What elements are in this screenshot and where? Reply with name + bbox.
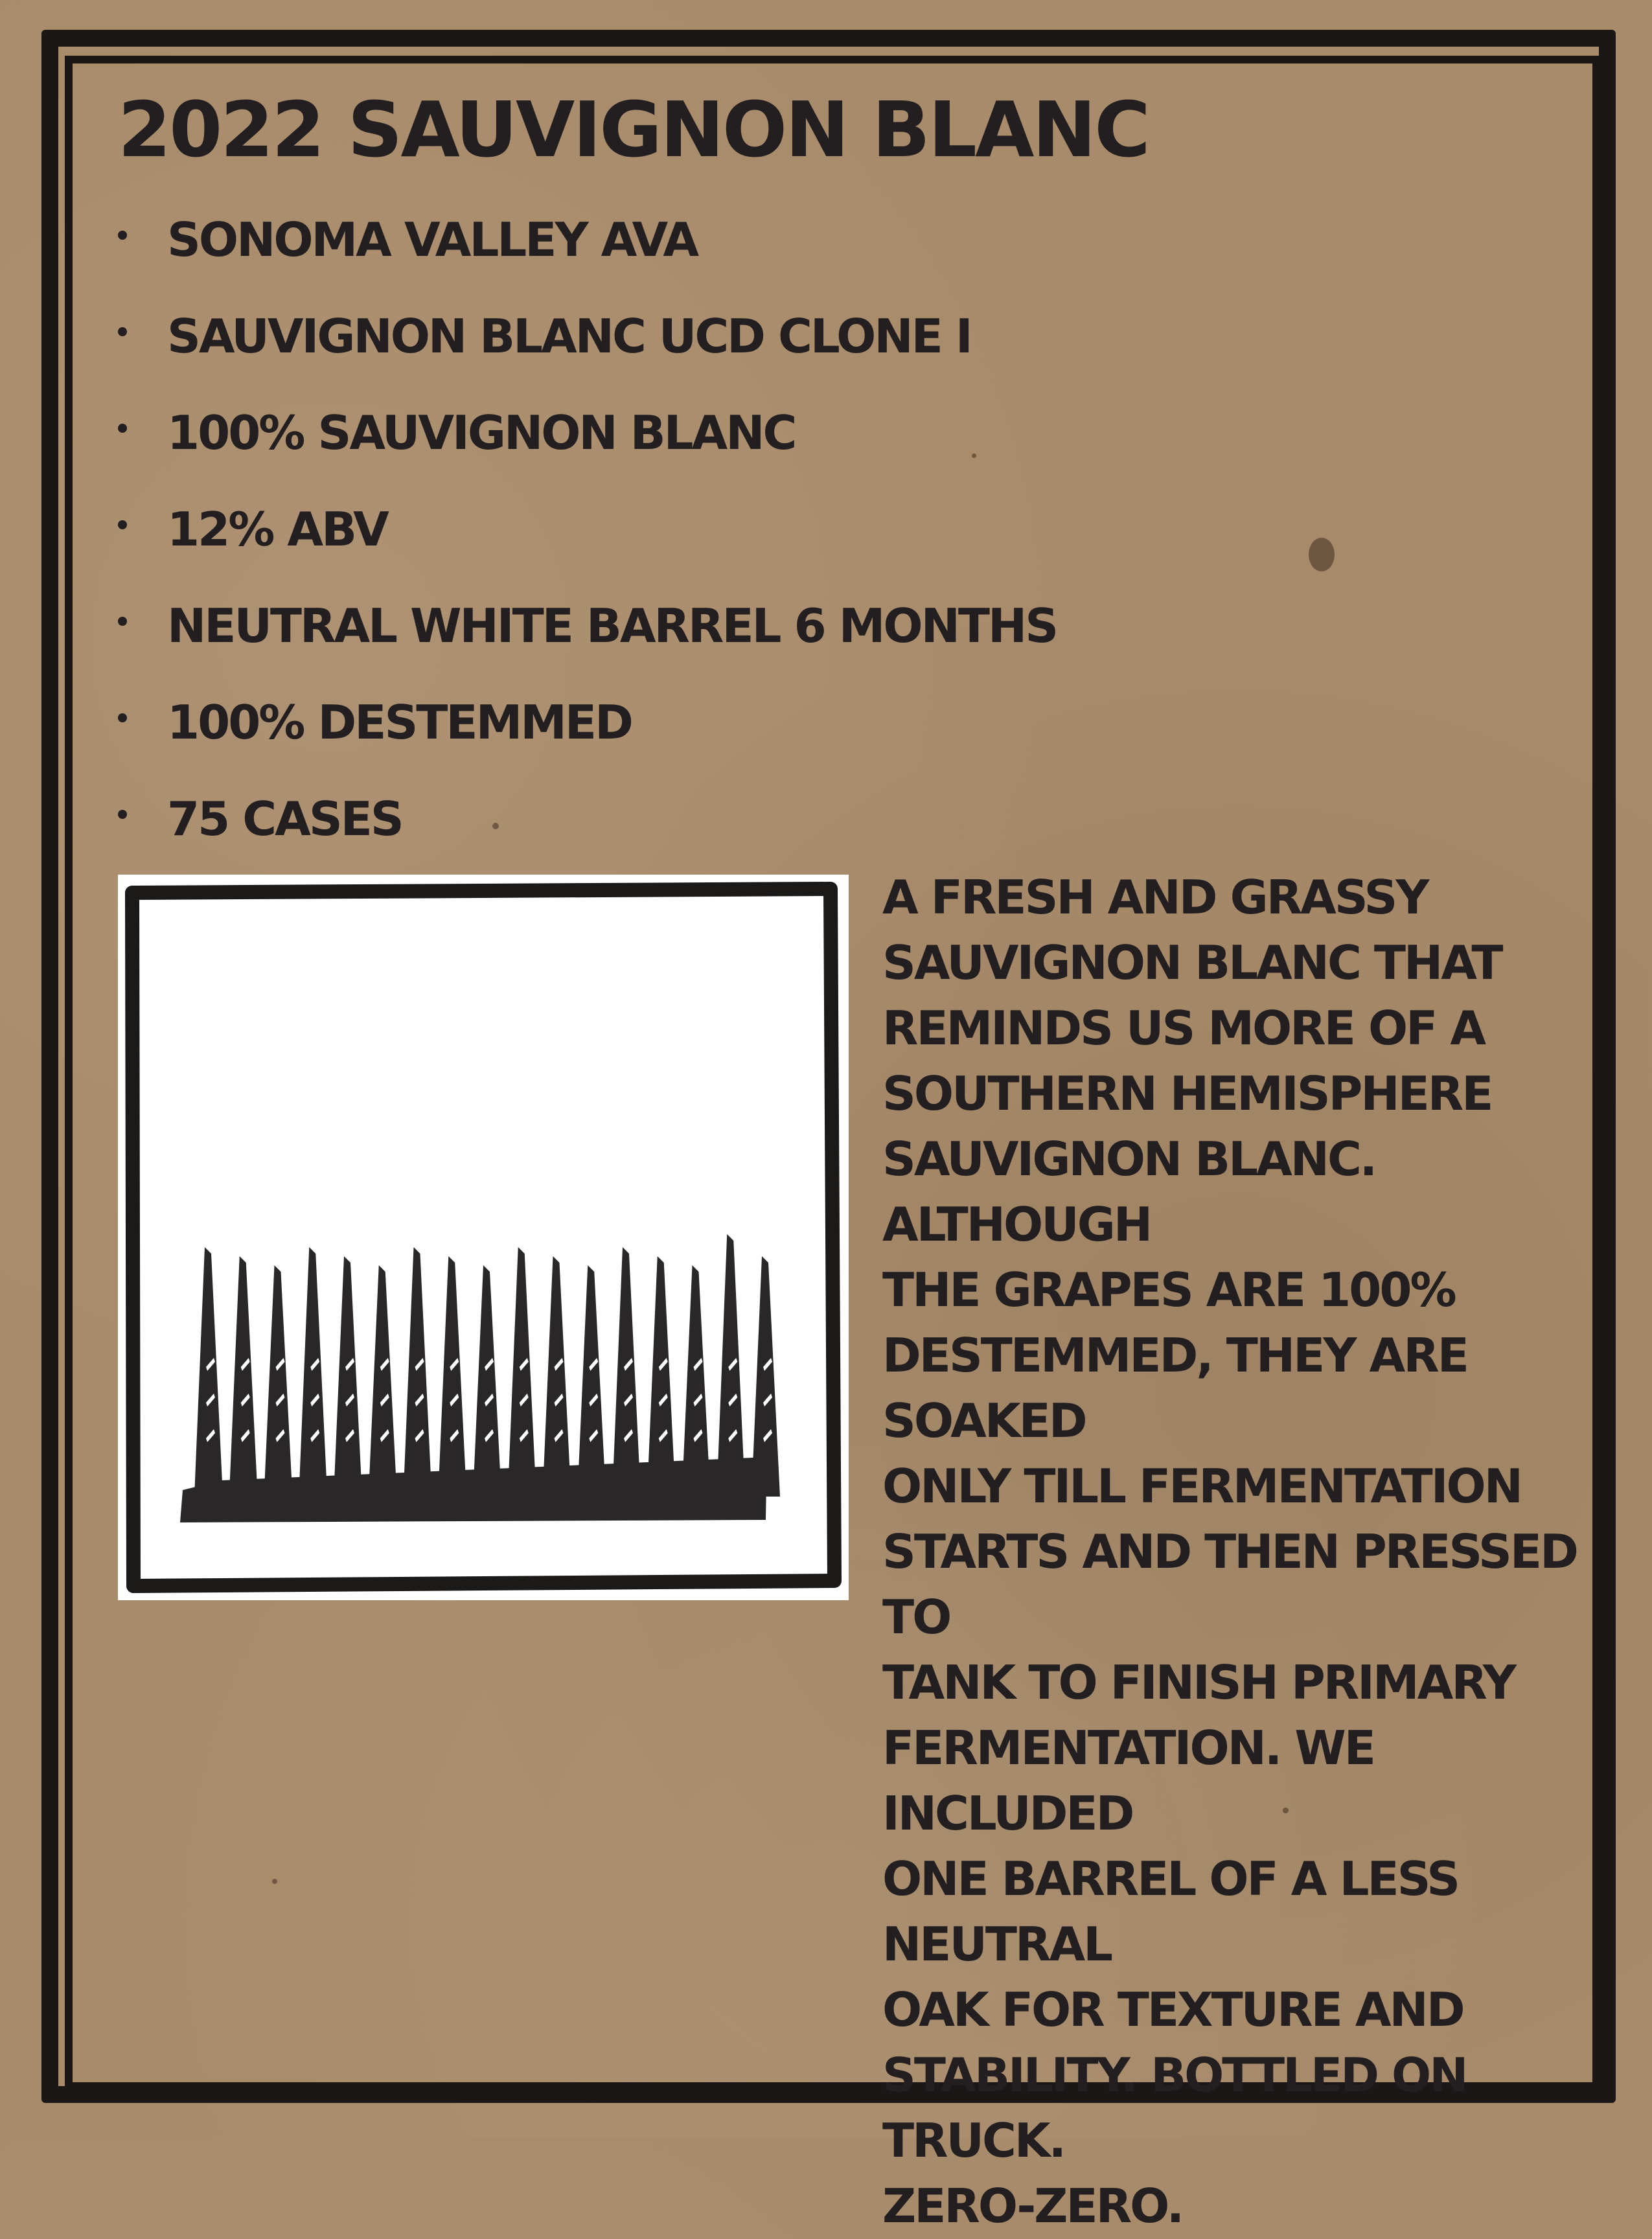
bullet-icon <box>118 810 127 819</box>
spec-text: 100% SAUVIGNON BLANC <box>167 406 796 460</box>
spec-item <box>118 201 1057 297</box>
spec-item <box>118 780 1057 877</box>
spec-item <box>118 683 1057 780</box>
spec-item <box>118 297 1057 394</box>
spec-list <box>118 201 1057 877</box>
bullet-icon <box>118 327 127 336</box>
spec-item <box>118 394 1057 490</box>
bullet-icon <box>118 424 127 433</box>
bullet-icon <box>118 713 127 722</box>
spec-text: SONOMA VALLEY AVA <box>167 212 698 267</box>
spec-text: NEUTRAL WHITE BARREL 6 MONTHS <box>167 599 1057 653</box>
spec-text: 100% DESTEMMED <box>167 695 632 750</box>
grass-print-illustration <box>118 875 849 1600</box>
wine-description: A FRESH AND GRASSY SAUVIGNON BLANC THAT REMINDS US MORE OF A SOUTHERN HEMISPHERE SAUVIGNON BLANC. ALTHOUGH THE GRAPES ARE 100% DESTEMMED, THEY ARE SOAKED ONLY TILL FERMENTATION STARTS AND THEN PRESSED TO TANK TO FINISH PRIMARY FERMENTATION. WE INCLUDED ONE BARREL OF A LESS NEUTRAL OAK FOR TEXTURE AND STABILITY. BOTTLED ON TRUCK. ZERO-ZERO. <box>882 870 1577 2233</box>
wine-title: 2022 SAUVIGNON BLANC <box>118 85 1149 174</box>
spec-text: SAUVIGNON BLANC UCD CLONE I <box>167 309 971 363</box>
bullet-icon <box>118 520 127 529</box>
spec-text: 75 CASES <box>167 792 402 846</box>
bullet-icon <box>118 231 127 240</box>
grass-icon <box>118 875 849 1600</box>
spec-text: 12% ABV <box>167 502 387 557</box>
spec-item <box>118 490 1057 587</box>
spec-item <box>118 587 1057 683</box>
bullet-icon <box>118 617 127 626</box>
